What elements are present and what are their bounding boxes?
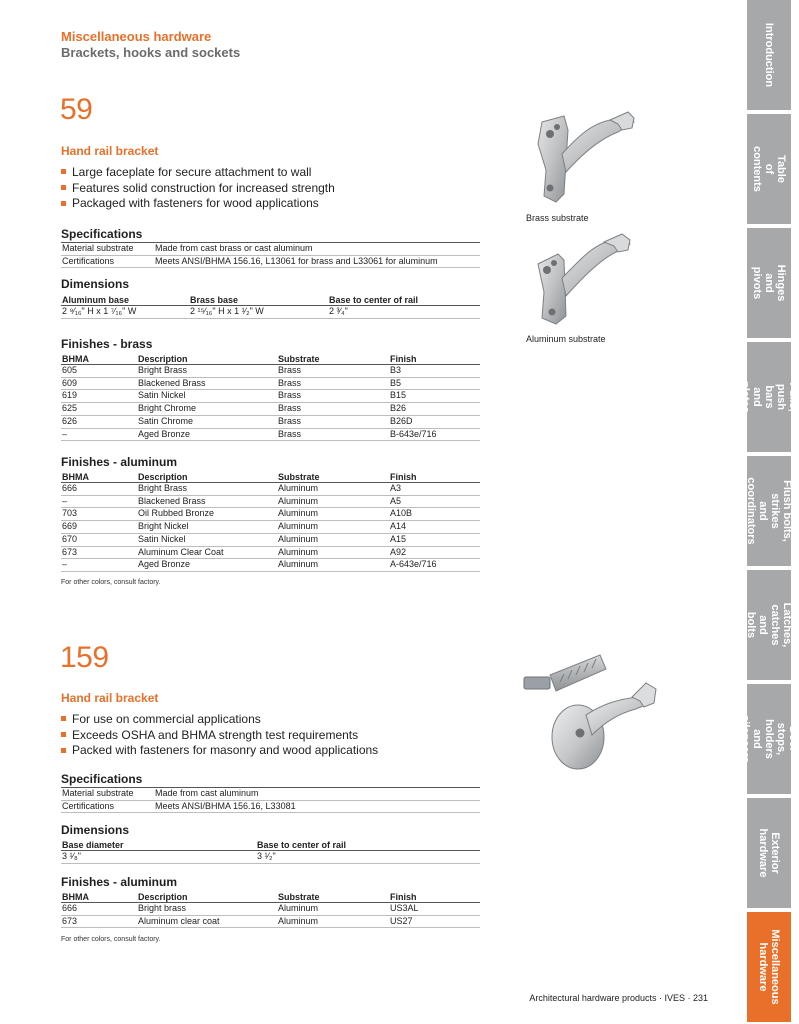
feature-item: Features solid construction for increased strength — [61, 181, 335, 197]
table-cell: Blackened Brass — [137, 377, 277, 390]
table-cell: 619 — [61, 390, 137, 403]
column-header: Substrate — [277, 892, 389, 903]
table-cell: Brass — [277, 428, 389, 441]
column-header: BHMA — [61, 354, 137, 365]
bullet-icon — [61, 748, 66, 753]
footnote: For other colors, consult factory. — [61, 579, 161, 586]
table-row — [61, 365, 480, 378]
table-cell: Bright Chrome — [137, 403, 277, 416]
column-header: Brass base — [189, 295, 328, 306]
table-cell: Aluminum — [277, 495, 389, 508]
table-cell: Aluminum — [277, 559, 389, 572]
table-header-row — [61, 295, 480, 306]
column-header: Description — [137, 892, 277, 903]
finishes-aluminum-heading: Finishes - aluminum — [61, 455, 178, 469]
table-cell: Bright Nickel — [137, 521, 277, 534]
table-cell: A3 — [389, 483, 480, 496]
table-cell: Aluminum — [277, 508, 389, 521]
table-cell: 673 — [61, 546, 137, 559]
side-tab[interactable] — [739, 342, 799, 452]
specifications-heading: Specifications — [61, 227, 143, 241]
bullet-icon — [61, 201, 66, 206]
table-cell: A10B — [389, 508, 480, 521]
finishes-brass-table — [61, 354, 480, 441]
table-row — [61, 377, 480, 390]
table-cell: 703 — [61, 508, 137, 521]
column-header: BHMA — [61, 472, 137, 483]
dimensions-heading: Dimensions — [61, 823, 130, 837]
table-cell: Aluminum — [277, 533, 389, 546]
side-tab-label: Pulls, push bars and plates — [739, 381, 799, 413]
table-row — [61, 495, 480, 508]
side-tab-label: Latches, catches and bolts — [745, 602, 793, 648]
table-cell: Brass — [277, 365, 389, 378]
table-cell: – — [61, 495, 137, 508]
finishes-aluminum-heading: Finishes - aluminum — [61, 875, 178, 889]
table-cell: 2 ³⁄₄" — [328, 306, 480, 319]
column-header: Aluminum base — [61, 295, 189, 306]
side-tab-label: Exterior hardware — [757, 828, 781, 878]
table-cell: 3 ¹⁄₂" — [256, 851, 480, 864]
bullet-icon — [61, 732, 66, 737]
column-header: Base to center of rail — [256, 840, 480, 851]
table-cell: 666 — [61, 483, 137, 496]
bullet-icon — [61, 185, 66, 190]
side-tab[interactable] — [747, 114, 791, 224]
table-cell: Satin Chrome — [137, 415, 277, 428]
column-header: Substrate — [277, 472, 389, 483]
side-tab[interactable] — [747, 228, 791, 338]
model-number-159: 159 — [60, 641, 109, 674]
feature-item: Exceeds OSHA and BHMA strength test requirements — [61, 728, 378, 744]
table-row — [61, 483, 480, 496]
table-cell: 2 ¹⁵⁄₁₆" H x 1 ¹⁄₂" W — [189, 306, 328, 319]
image-caption: Brass substrate — [526, 213, 589, 223]
table-row — [61, 403, 480, 416]
table-row — [61, 559, 480, 572]
column-header: Description — [137, 472, 277, 483]
specifications-heading: Specifications — [61, 772, 143, 786]
table-cell: A-643e/716 — [389, 559, 480, 572]
dimensions-heading: Dimensions — [61, 277, 130, 291]
table-row — [61, 415, 480, 428]
table-cell: 669 — [61, 521, 137, 534]
table-cell: Blackened Brass — [137, 495, 277, 508]
table-cell: B26 — [389, 403, 480, 416]
table-row — [61, 508, 480, 521]
finishes-brass-heading: Finishes - brass — [61, 337, 153, 351]
spec-value: Meets ANSI/BHMA 156.16, L13061 for brass and L33061 for aluminum — [154, 255, 480, 268]
table-cell: US27 — [389, 915, 480, 928]
side-tab[interactable] — [747, 912, 791, 1022]
table-row — [61, 428, 480, 441]
spec-label: Certifications — [61, 255, 154, 268]
table-cell: B5 — [389, 377, 480, 390]
product-title: Hand rail bracket — [61, 144, 159, 158]
feature-item: For use on commercial applications — [61, 712, 378, 728]
column-header: Description — [137, 354, 277, 365]
table-row — [61, 915, 480, 928]
table-cell: Oil Rubbed Bronze — [137, 508, 277, 521]
table-cell: – — [61, 559, 137, 572]
table-cell: Aged Bronze — [137, 559, 277, 572]
image-caption: Aluminum substrate — [526, 334, 606, 344]
column-header: Finish — [389, 354, 480, 365]
specifications-table — [61, 242, 480, 268]
feature-item: Packed with fasteners for masonry and wood applications — [61, 743, 378, 759]
side-tab-label: Introduction — [763, 22, 775, 88]
model-number-59: 59 — [60, 93, 93, 126]
table-cell: Brass — [277, 390, 389, 403]
table-row — [61, 243, 480, 256]
table-header-row — [61, 354, 480, 365]
side-tab[interactable] — [747, 456, 791, 566]
table-cell: Brass — [277, 403, 389, 416]
spec-label: Material substrate — [61, 243, 154, 256]
table-cell: 625 — [61, 403, 137, 416]
feature-item: Packaged with fasteners for wood applications — [61, 196, 335, 212]
table-cell: Aluminum — [277, 546, 389, 559]
side-tab-label: Miscellaneous hardware — [757, 929, 781, 1005]
bracket-159-image — [520, 645, 670, 775]
table-cell: 2 ⁹⁄₁₆" H x 1 ⁷⁄₁₆" W — [61, 306, 189, 319]
bullet-icon — [61, 169, 66, 174]
table-row — [61, 800, 480, 813]
table-row — [61, 533, 480, 546]
table-cell: B26D — [389, 415, 480, 428]
table-header-row — [61, 840, 480, 851]
table-cell: 605 — [61, 365, 137, 378]
specifications-table — [61, 787, 480, 813]
table-cell: A92 — [389, 546, 480, 559]
table-cell: Aged Bronze — [137, 428, 277, 441]
table-cell: Aluminum — [277, 521, 389, 534]
table-row — [61, 546, 480, 559]
column-header: Finish — [389, 472, 480, 483]
spec-value: Made from cast brass or cast aluminum — [154, 243, 480, 256]
table-cell: Bright brass — [137, 903, 277, 916]
table-cell: Satin Nickel — [137, 533, 277, 546]
table-cell: A5 — [389, 495, 480, 508]
table-cell: – — [61, 428, 137, 441]
table-cell: Satin Nickel — [137, 390, 277, 403]
side-tab[interactable] — [739, 684, 799, 794]
footnote: For other colors, consult factory. — [61, 936, 161, 943]
side-tab-label: Hinges and pivots — [751, 264, 787, 302]
brass-bracket-image — [528, 110, 648, 210]
side-tab[interactable] — [747, 798, 791, 908]
dimensions-table — [61, 840, 480, 864]
category-subtitle: Brackets, hooks and sockets — [61, 45, 241, 60]
table-cell: 673 — [61, 915, 137, 928]
spec-value: Meets ANSI/BHMA 156.16, L33081 — [154, 800, 480, 813]
section-tabs — [739, 0, 799, 1024]
table-cell: 609 — [61, 377, 137, 390]
category-title: Miscellaneous hardware — [61, 29, 212, 44]
table-cell: B-643e/716 — [389, 428, 480, 441]
table-row — [61, 390, 480, 403]
table-cell: Brass — [277, 377, 389, 390]
table-cell: A15 — [389, 533, 480, 546]
spec-label: Certifications — [61, 800, 154, 813]
table-cell: Bright Brass — [137, 483, 277, 496]
table-cell: 626 — [61, 415, 137, 428]
column-header: Base to center of rail — [328, 295, 480, 306]
table-row — [61, 521, 480, 534]
column-header: BHMA — [61, 892, 137, 903]
side-tab[interactable] — [747, 570, 791, 680]
column-header: Substrate — [277, 354, 389, 365]
finishes-aluminum-table — [61, 892, 480, 928]
table-header-row — [61, 892, 480, 903]
table-cell: Bright Brass — [137, 365, 277, 378]
feature-item: Large faceplate for secure attachment to wall — [61, 165, 335, 181]
table-cell: Brass — [277, 415, 389, 428]
table-cell: B15 — [389, 390, 480, 403]
table-row — [61, 903, 480, 916]
side-tab[interactable] — [747, 0, 791, 110]
table-cell: Aluminum — [277, 483, 389, 496]
table-cell: B3 — [389, 365, 480, 378]
table-cell: US3AL — [389, 903, 480, 916]
table-cell: 666 — [61, 903, 137, 916]
table-header-row — [61, 472, 480, 483]
table-cell: Aluminum — [277, 915, 389, 928]
table-row — [61, 255, 480, 268]
table-cell: Aluminum Clear Coat — [137, 546, 277, 559]
finishes-aluminum-table — [61, 472, 480, 572]
feature-list — [61, 712, 378, 759]
dimensions-table — [61, 295, 480, 319]
table-cell: A14 — [389, 521, 480, 534]
product-title: Hand rail bracket — [61, 691, 159, 705]
page-footer: Architectural hardware products · IVES · 231 — [529, 993, 708, 1003]
spec-label: Material substrate — [61, 788, 154, 801]
column-header: Base diameter — [61, 840, 256, 851]
table-row — [61, 306, 480, 319]
column-header: Finish — [389, 892, 480, 903]
feature-list — [61, 165, 335, 212]
bullet-icon — [61, 716, 66, 721]
table-cell: 3 ¹⁄₈" — [61, 851, 256, 864]
side-tab-label: Table of contents — [751, 146, 787, 192]
table-cell: Aluminum — [277, 903, 389, 916]
spec-value: Made from cast aluminum — [154, 788, 480, 801]
aluminum-bracket-image — [528, 230, 648, 330]
table-row — [61, 788, 480, 801]
table-cell: 670 — [61, 533, 137, 546]
side-tab-label: Flush bolts, strikes and coordinators — [745, 477, 793, 545]
table-cell: Aluminum clear coat — [137, 915, 277, 928]
side-tab-label: Door stops, holders and silencers — [739, 715, 799, 763]
table-row — [61, 851, 480, 864]
